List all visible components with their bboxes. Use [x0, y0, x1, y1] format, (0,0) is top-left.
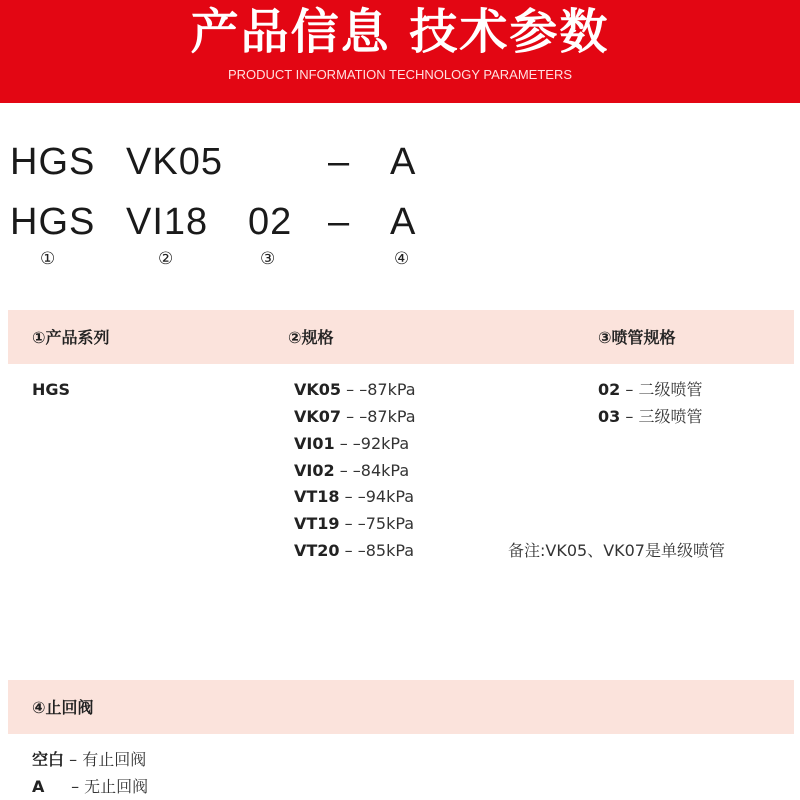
marker-4: ④: [394, 249, 410, 269]
code-series-2: HGS: [10, 201, 96, 243]
code-spec-2: VI18: [126, 201, 209, 243]
code-dash-2: –: [328, 201, 351, 243]
spec-row-vt19: VT19 – –75kPa: [294, 514, 415, 533]
header-nozzle: ③喷管规格: [598, 328, 676, 347]
header-series: ①产品系列: [32, 328, 110, 347]
valve-option-a: A – 无止回阀: [32, 777, 149, 796]
marker-2: ②: [158, 249, 174, 269]
spec-row-vi02: VI02 – –84kPa: [294, 461, 410, 480]
header-check-valve: ④止回阀: [32, 698, 94, 717]
code-spec-1: VK05: [126, 141, 223, 183]
valve-option-blank: 空白 – 有止回阀: [32, 750, 147, 769]
valve-header-band: [8, 680, 794, 734]
series-value: HGS: [32, 380, 71, 399]
code-nozzle-2: 02: [248, 201, 293, 243]
marker-3: ③: [260, 249, 276, 269]
spec-header-band: [8, 310, 794, 364]
spec-row-vk07: VK07 – –87kPa: [294, 407, 416, 426]
code-series-1: HGS: [10, 141, 96, 183]
marker-1: ①: [40, 249, 56, 269]
page-title: 产品信息 技术参数: [190, 4, 610, 60]
spec-row-vi01: VI01 – –92kPa: [294, 434, 410, 453]
code-dash-1: –: [328, 141, 351, 183]
header-banner: [0, 0, 800, 103]
spec-row-vt18: VT18 – –94kPa: [294, 487, 415, 506]
header-spec: ②规格: [288, 328, 334, 347]
nozzle-note: 备注:VK05、VK07是单级喷管: [508, 541, 725, 560]
nozzle-row-02: 02 – 二级喷管: [598, 380, 703, 399]
page-subtitle: PRODUCT INFORMATION TECHNOLOGY PARAMETERS: [227, 67, 573, 82]
code-valve-1: A: [390, 141, 417, 183]
code-valve-2: A: [390, 201, 417, 243]
nozzle-row-03: 03 – 三级喷管: [598, 407, 703, 426]
spec-row-vt20: VT20 – –85kPa: [294, 541, 415, 560]
spec-row-vk05: VK05 – –87kPa: [294, 380, 416, 399]
